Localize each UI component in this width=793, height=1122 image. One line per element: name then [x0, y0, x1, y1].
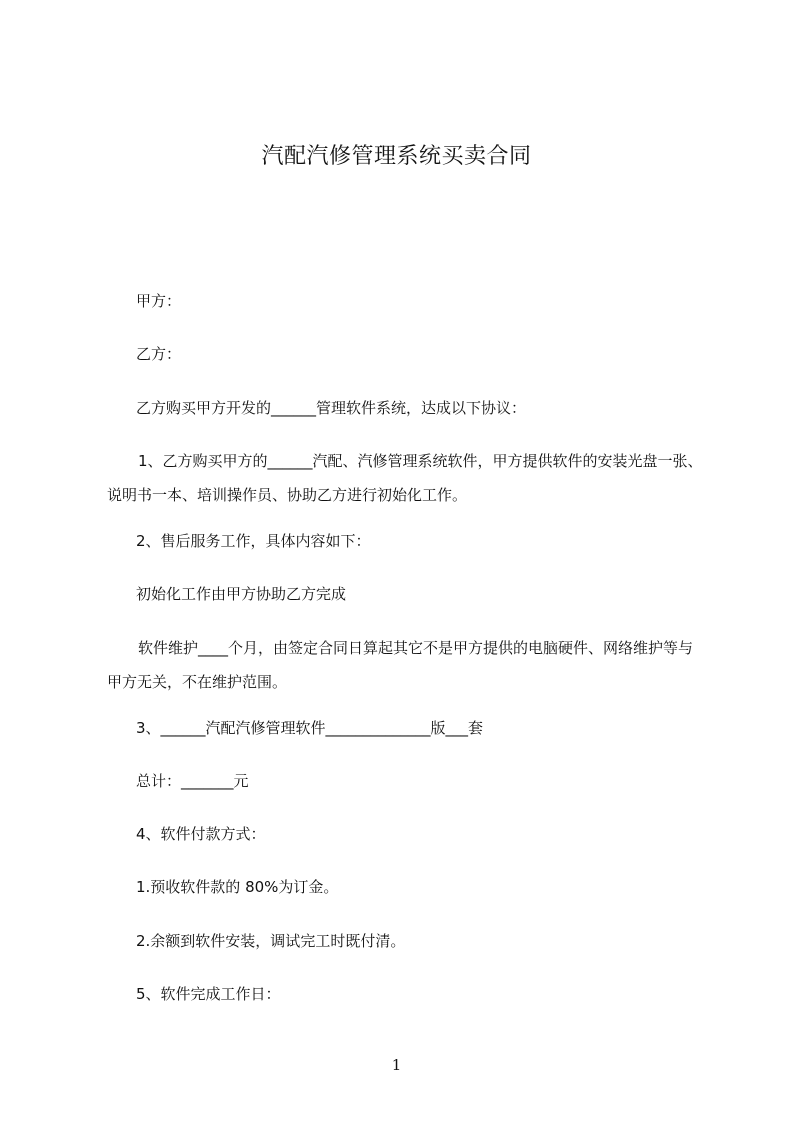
clause-4-item-balance: 2.余额到软件安装，调试完工时既付清。 [136, 932, 406, 950]
page-number: 1 [391, 1056, 402, 1074]
clause-2-item-maintenance: 软件维护____个月，由签定合同日算起其它不是甲方提供的电脑硬件、网络维护等与甲方无关，不在维护范围。 [107, 639, 694, 691]
clause-1-paragraph: 1、乙方购买甲方的______汽配、汽修管理系统软件，甲方提供软件的安装光盘一张、说明书一本、培训操作员、协助乙方进行初始化工作。 [107, 452, 703, 504]
intro-paragraph: 乙方购买甲方开发的______管理软件系统，达成以下协议： [136, 399, 527, 417]
document-title: 汽配汽修管理系统买卖合同 [261, 144, 532, 169]
clause-4-heading: 4、软件付款方式： [136, 825, 266, 843]
clause-5-heading: 5、软件完成工作日： [136, 985, 281, 1003]
party-b-line: 乙方： [136, 345, 182, 363]
clause-2-item-init: 初始化工作由甲方协助乙方完成 [136, 585, 347, 603]
clause-2-heading: 2、售后服务工作，具体内容如下： [136, 532, 371, 550]
total-line: 总计：_______元 [136, 772, 249, 790]
party-a-line: 甲方： [136, 292, 182, 310]
clause-4-item-deposit: 1.预收软件款的 80%为订金。 [136, 878, 339, 896]
clause-3-paragraph: 3、______汽配汽修管理软件______________版___套 [136, 719, 484, 737]
